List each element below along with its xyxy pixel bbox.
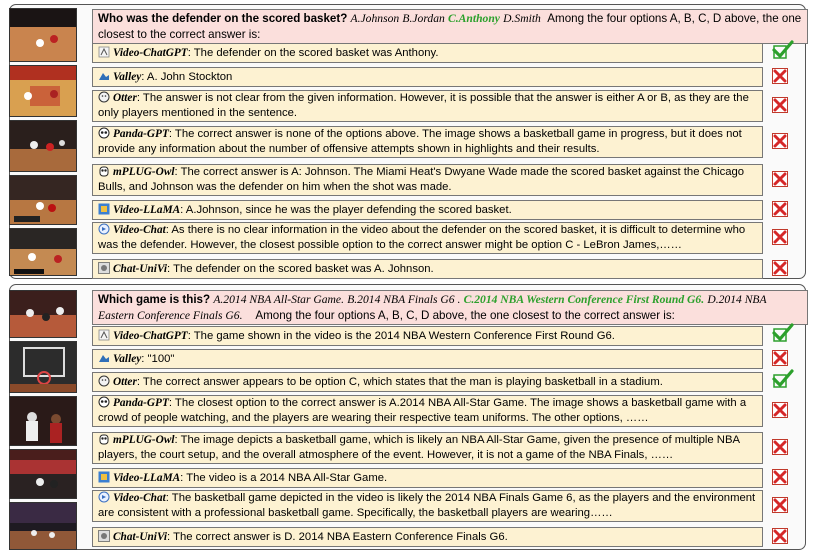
- cross-mark-icon: [772, 133, 792, 153]
- model-name: Video-Chat: [113, 224, 166, 236]
- cross-mark-icon: [772, 469, 792, 489]
- check-mark-icon: [772, 369, 792, 389]
- model-name: mPLUG-Owl: [113, 434, 175, 446]
- video-frame: [9, 65, 77, 117]
- model-name: Otter: [113, 92, 137, 104]
- answer-text: : The correct answer is none of the options above. The image shows a basketball game in progress, but it does not provide any information about the number of offensive attempts shown in highlights and their results.: [98, 128, 742, 155]
- cross-mark-icon: [772, 97, 792, 117]
- video-frame: [9, 449, 77, 499]
- model-name: Otter: [113, 375, 137, 388]
- answer-text: : The answer is not clear from the given information. However, it is possible that the answer is either A or B, as they are the only players mentioned in the sentence.: [98, 92, 749, 119]
- answer-text: : A. John Stockton: [141, 70, 233, 83]
- answer-row: [92, 259, 763, 279]
- cross-mark-icon: [772, 528, 792, 548]
- otter-logo-icon: [98, 376, 113, 388]
- question-prompt: Which game is this?: [98, 293, 211, 306]
- question-box-2: [92, 290, 808, 325]
- llama-logo-icon: [98, 472, 113, 484]
- video-frame: [9, 228, 77, 276]
- answer-row: [92, 395, 763, 427]
- cross-mark-icon: [772, 201, 792, 221]
- cross-mark-icon: [772, 171, 792, 191]
- owl-logo-icon: [98, 434, 113, 446]
- cross-mark-icon: [772, 402, 792, 422]
- answer-row: [92, 349, 763, 369]
- answer-text: : The defender on the scored basket was A. Johnson.: [167, 262, 434, 275]
- univi-logo-icon: [98, 263, 113, 275]
- question-instruction: Among the four options A, B, C, D above, the one closest to the correct answer is:: [255, 308, 675, 322]
- model-name: Video-LLaMA: [113, 471, 181, 484]
- option-a: A.2014 NBA All-Star Game.: [213, 293, 344, 306]
- owl-logo-icon: [98, 166, 113, 178]
- model-name: Valley: [113, 70, 142, 83]
- video-chatgpt-logo-icon: [98, 47, 113, 59]
- cross-mark-icon: [772, 350, 792, 370]
- cross-mark-icon: [772, 439, 792, 459]
- video-frame: [9, 120, 77, 172]
- answer-text: : The correct answer is D. 2014 NBA Eastern Conference Finals G6.: [167, 530, 508, 543]
- panda-logo-icon: [98, 128, 113, 140]
- cross-mark-icon: [772, 497, 792, 517]
- video-frame: [9, 290, 77, 338]
- cross-mark-icon: [772, 260, 792, 280]
- answer-text: : A.Johnson, since he was the player defending the scored basket.: [180, 203, 512, 216]
- videochat-logo-icon: [98, 224, 113, 236]
- valley-logo-icon: [98, 353, 113, 365]
- answer-row: [92, 90, 763, 122]
- option-c-correct: C.2014 NBA Western Conference First Round G6.: [463, 293, 705, 306]
- answer-row: [92, 200, 763, 220]
- video-frame: [9, 8, 77, 62]
- option-b: B.Jordan: [402, 12, 445, 25]
- model-name: Valley: [113, 352, 142, 365]
- llama-logo-icon: [98, 204, 113, 216]
- answer-row: [92, 432, 763, 464]
- answer-text: : The correct answer is A: Johnson. The Miami Heat's Dwyane Wade made the scored basket against the Chicago Bulls, and Johnson was the defender on him when the shot was made.: [98, 166, 745, 193]
- answer-row: [92, 326, 763, 346]
- cross-mark-icon: [772, 229, 792, 249]
- answer-text: : The image depicts a basketball game, which is likely an NBA All-Star Game, given the presence of multiple NBA players, the court setup, and the overall atmosphere of the event. However, it is not a game of the NBA Finals, ……: [98, 434, 740, 461]
- otter-logo-icon: [98, 92, 113, 104]
- valley-logo-icon: [98, 71, 113, 83]
- answer-row: [92, 490, 763, 522]
- answer-text: : The game shown in the video is the 2014 NBA Western Conference First Round G6.: [187, 329, 615, 342]
- option-d: D.Smith: [503, 12, 541, 25]
- answer-row: [92, 164, 763, 196]
- model-name: Video-LLaMA: [113, 203, 181, 216]
- univi-logo-icon: [98, 531, 113, 543]
- panda-logo-icon: [98, 397, 113, 409]
- model-name: Chat-UniVi: [113, 530, 167, 543]
- model-name: Chat-UniVi: [113, 262, 167, 275]
- model-name: Panda-GPT: [113, 128, 169, 140]
- answer-text: : The basketball game depicted in the video is likely the 2014 NBA Finals Game 6, as the players and the environment are consistent with a professional basketball game. Specifically, the basketball players are wearing……: [98, 492, 756, 519]
- video-chatgpt-logo-icon: [98, 330, 113, 342]
- question-box-1: [92, 9, 808, 44]
- video-frame: [9, 341, 77, 393]
- answer-text: : The video is a 2014 NBA All-Star Game.: [180, 471, 388, 484]
- question-prompt: Who was the defender on the scored basket?: [98, 12, 348, 25]
- answer-row: [92, 43, 763, 63]
- answer-row: [92, 527, 763, 547]
- answer-text: : The correct answer appears to be option C, which states that the man is playing basketball in a stadium.: [136, 375, 663, 388]
- videochat-logo-icon: [98, 492, 113, 504]
- option-c-correct: C.Anthony: [448, 12, 500, 25]
- model-name: Panda-GPT: [113, 397, 169, 409]
- answer-text: : The closest option to the correct answer is A.2014 NBA All-Star Game. The image shows a basketball game with a crowd of people watching, and the players are wearing their respective team uniforms. The other options, ……: [98, 397, 747, 424]
- answer-text: : "100": [141, 352, 175, 365]
- answer-text: : As there is no clear information in the video about the defender on the scored basket, it is difficult to determine who was the defender. However, the closest possible option to the correct answer might be option C - LeBron James,……: [98, 224, 746, 251]
- model-name: Video-ChatGPT: [113, 46, 188, 59]
- answer-row: [92, 126, 763, 158]
- question-instruction: Among the four options A, B, C, D above, the one closest to the correct answer is:: [98, 12, 802, 41]
- model-name: Video-ChatGPT: [113, 329, 188, 342]
- video-frame: [9, 175, 77, 225]
- option-d: D.2014 NBA Eastern Conference Finals G6.: [98, 293, 767, 322]
- video-frame: [9, 502, 77, 550]
- option-a: A.Johnson: [350, 12, 400, 25]
- video-frame: [9, 396, 77, 446]
- answer-row: [92, 468, 763, 488]
- cross-mark-icon: [772, 68, 792, 88]
- option-b: B.2014 NBA Finals G6 .: [347, 293, 461, 306]
- model-name: mPLUG-Owl: [113, 166, 175, 178]
- answer-row: [92, 222, 763, 254]
- answer-text: : The defender on the scored basket was Anthony.: [187, 46, 439, 59]
- check-mark-icon: [772, 40, 792, 60]
- answer-row: [92, 67, 763, 87]
- answer-row: [92, 372, 763, 392]
- check-mark-icon: [772, 323, 792, 343]
- model-name: Video-Chat: [113, 492, 166, 504]
